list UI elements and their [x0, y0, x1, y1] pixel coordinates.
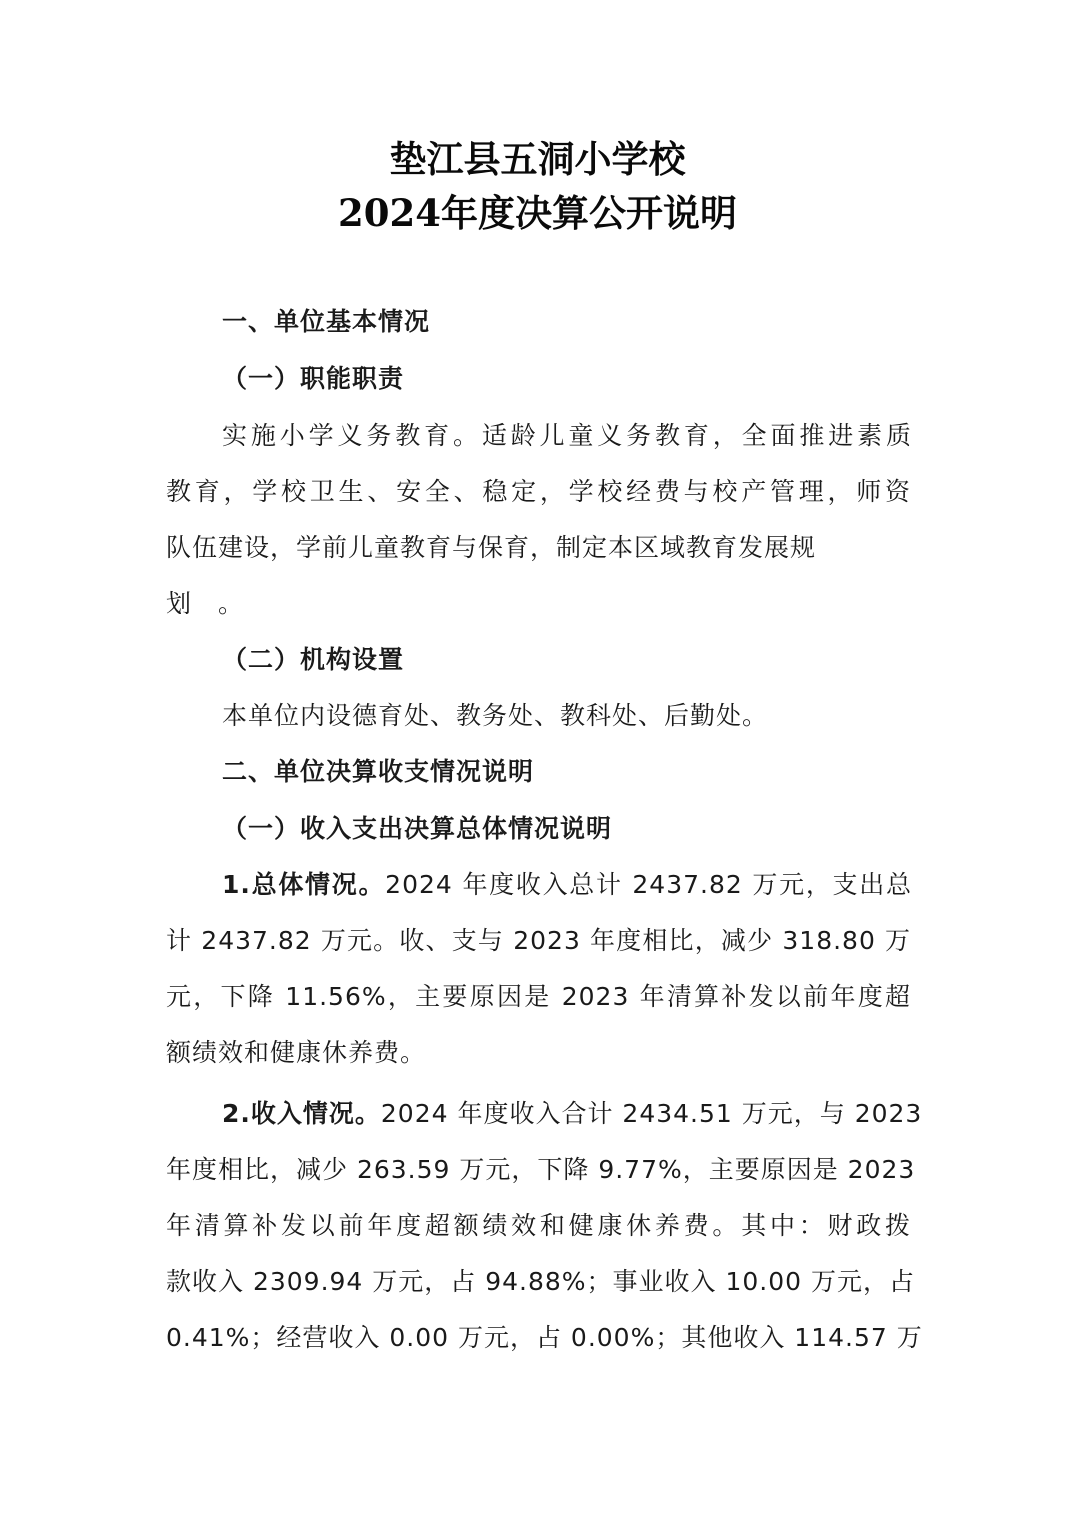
income-label: 2.收入情况。 — [222, 1099, 381, 1128]
income-text: 2024 年度收入合计 2434.51 万元，与 2023 — [380, 1099, 923, 1128]
duties-line: 队伍建设，学前儿童教育与保育，制定本区域教育发展规 — [166, 533, 817, 562]
overall-paragraph-line — [222, 868, 912, 902]
overall-text: 2024 年度收入总计 2437.82 万元，支出总 — [385, 870, 912, 899]
overall-paragraph-line: 额绩效和健康休养费。 — [166, 1038, 427, 1067]
duties-line: 划 。 — [166, 589, 245, 618]
document-title: 垫江县五洞小学校 — [389, 137, 686, 181]
overall-paragraph-line: 元，下降 11.56%，主要原因是 2023 年清算补发以前年度超 — [166, 982, 911, 1011]
subsection-heading-overall: （一）收入支出决算总体情况说明 — [222, 814, 613, 843]
income-paragraph-line: 年度相比，减少 263.59 万元，下降 9.77%，主要原因是 2023 — [166, 1155, 916, 1184]
overall-label: 1.总体情况。 — [222, 870, 386, 899]
subsection-heading-duties: （一）职能职责 — [222, 364, 405, 393]
duties-line: 实施小学义务教育。适龄儿童义务教育，全面推进素质 — [222, 421, 912, 450]
section-heading-basic-info: 一、单位基本情况 — [222, 307, 431, 336]
income-paragraph-line: 年清算补发以前年度超额绩效和健康休养费。其中：财政拨 — [166, 1211, 911, 1240]
overall-paragraph-line: 计 2437.82 万元。收、支与 2023 年度相比，减少 318.80 万 — [166, 926, 911, 955]
subsection-heading-organization: （二）机构设置 — [222, 645, 405, 674]
income-paragraph-line: 0.41%；经营收入 0.00 万元，占 0.00%；其他收入 114.57 万 — [166, 1323, 923, 1352]
duties-line: 教育，学校卫生、安全、稳定，学校经费与校产管理，师资 — [166, 477, 911, 506]
organization-text: 本单位内设德育处、教务处、教科处、后勤处。 — [222, 701, 769, 730]
document-subtitle: 2024年度决算公开说明 — [338, 191, 737, 235]
section-heading-budget: 二、单位决算收支情况说明 — [222, 757, 535, 786]
income-paragraph-line: 款收入 2309.94 万元，占 94.88%；事业收入 10.00 万元，占 — [166, 1267, 916, 1296]
income-paragraph-line — [222, 1097, 923, 1131]
